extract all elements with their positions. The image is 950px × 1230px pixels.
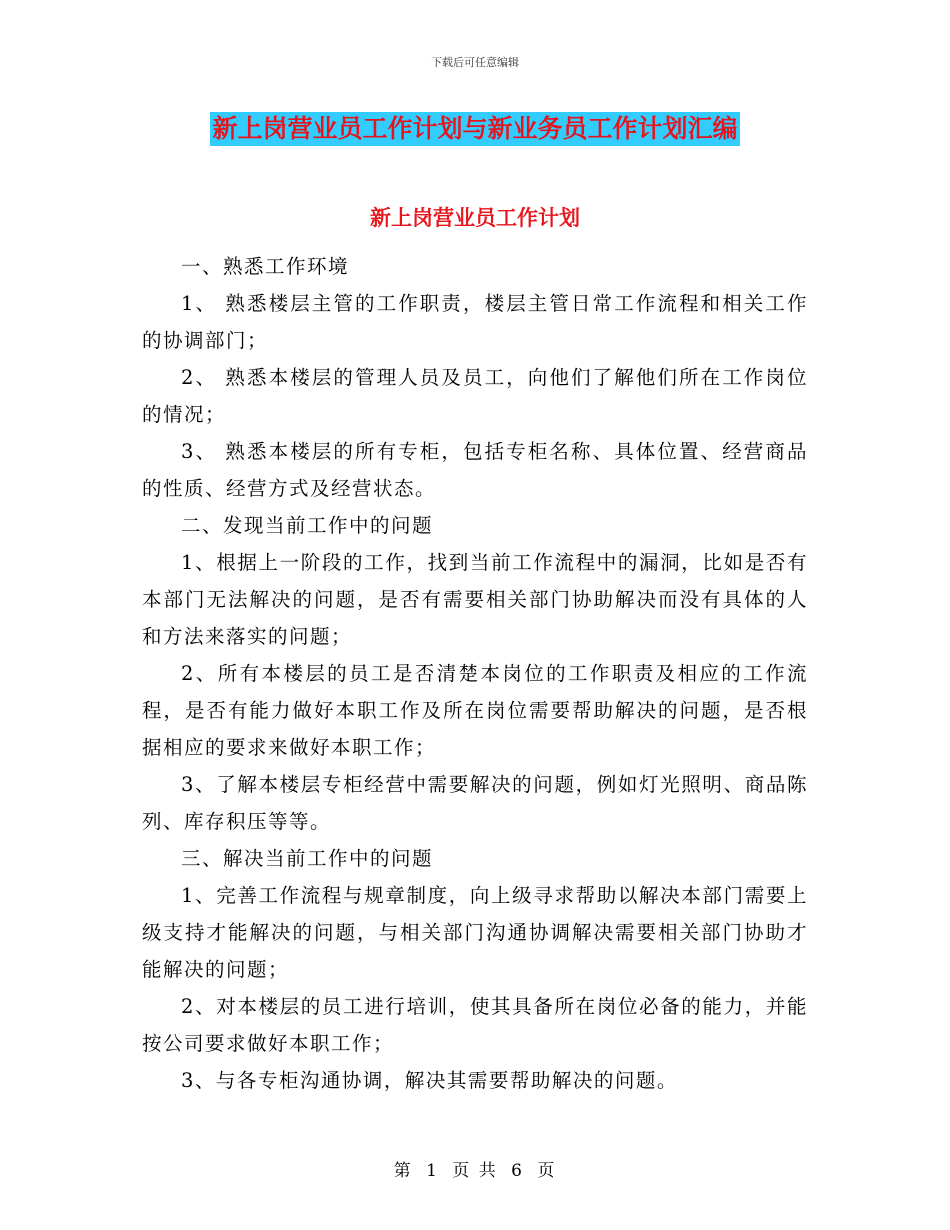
section-title: 新上岗营业员工作计划 bbox=[370, 206, 580, 230]
footer-prefix: 第 bbox=[393, 1161, 413, 1181]
document-title bbox=[0, 112, 950, 146]
footer-total-pages: 6 bbox=[511, 1161, 524, 1181]
footer-page-number: 1 bbox=[426, 1161, 439, 1181]
header-note: 下载后可任意编辑 bbox=[431, 56, 519, 69]
document-body bbox=[142, 248, 808, 1099]
paragraph: 3、与各专柜沟通协调，解决其需要帮助解决的问题。 bbox=[181, 1069, 678, 1092]
paragraph: 1、 熟悉楼层主管的工作职责，楼层主管日常工作流程和相关工作的协调部门； bbox=[142, 292, 808, 352]
paragraph: 1、完善工作流程与规章制度，向上级寻求帮助以解决本部门需要上级支持才能解决的问题，与相关部门沟通协调解决需要相关部门协助才能解决的问题； bbox=[142, 884, 808, 981]
document-title-text: 新上岗营业员工作计划与新业务员工作计划汇编 bbox=[210, 112, 739, 146]
paragraph: 2、对本楼层的员工进行培训，使其具备所在岗位必备的能力，并能按公司要求做好本职工作； bbox=[142, 995, 808, 1055]
paragraph: 一、熟悉工作环境 bbox=[181, 255, 350, 278]
paragraph: 3、 熟悉本楼层的所有专柜，包括专柜名称、具体位置、经营商品的性质、经营方式及经营状态。 bbox=[142, 440, 808, 500]
footer-mid: 页 共 bbox=[452, 1161, 498, 1181]
paragraph: 2、所有本楼层的员工是否清楚本岗位的工作职责及相应的工作流程，是否有能力做好本职工作及所在岗位需要帮助解决的问题，是否根据相应的要求来做好本职工作； bbox=[142, 662, 808, 759]
paragraph: 1、根据上一阶段的工作，找到当前工作流程中的漏洞，比如是否有本部门无法解决的问题，是否有需要相关部门协助解决而没有具体的人和方法来落实的问题； bbox=[142, 551, 808, 648]
paragraph: 二、发现当前工作中的问题 bbox=[181, 514, 434, 537]
footer-suffix: 页 bbox=[537, 1161, 557, 1181]
page-footer bbox=[0, 1156, 950, 1181]
paragraph: 3、了解本楼层专柜经营中需要解决的问题，例如灯光照明、商品陈列、库存积压等等。 bbox=[142, 773, 808, 833]
paragraph: 三、解决当前工作中的问题 bbox=[181, 847, 434, 870]
paragraph: 2、 熟悉本楼层的管理人员及员工，向他们了解他们所在工作岗位的情况； bbox=[142, 366, 808, 426]
